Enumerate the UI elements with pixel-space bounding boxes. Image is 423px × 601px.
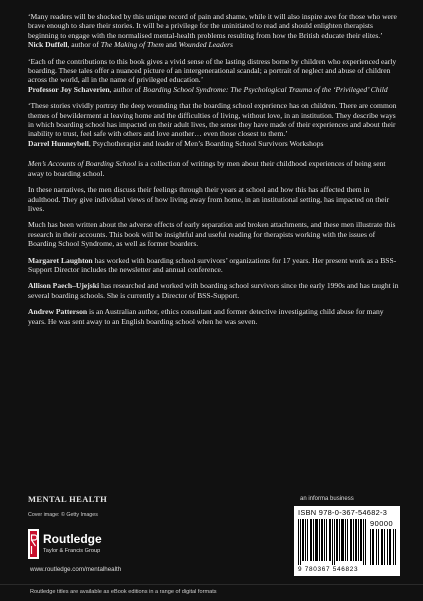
author-name: Margaret Laughton [28,255,93,265]
price-code: 90000 [370,519,394,528]
description-intro-text: is a collection of writings by men about their childhood experiences of being sent away to boarding school. [28,159,386,178]
category-label: MENTAL HEALTH [28,494,108,504]
endorsement-attribution [28,40,400,49]
endorser-name: Professor Joy Schaverien [28,84,110,94]
description-intro [28,159,400,178]
cover-credit: Cover image: © Getty Images [28,512,98,518]
informa-label: an informa business [300,496,354,502]
publisher-url[interactable]: www.routledge.com/mentalhealth [30,566,122,573]
endorser-role: , Psychotherapist and leader of Men’s Boarding School Survivors Workshops [88,138,324,148]
endorser-join: and [163,40,179,50]
footer-bar [0,584,423,601]
book-title: Men’s Accounts of Boarding School [28,159,137,169]
publisher-name: Routledge [43,532,102,546]
ebook-note: Routledge titles are available as eBook editions in a range of digital formats [30,589,217,595]
endorser-role: , author of [67,40,101,50]
endorsement-duffell [28,12,400,50]
author-name: Andrew Patterson [28,307,88,317]
back-cover-text [28,12,400,333]
description-paragraph: In these narratives, the men discuss their feelings through their years at school and how this has affected them in adulthood. They give individual views of how living away from home, in an institutional setting, has impacted on their lives. [28,185,390,213]
endorser-role: , author of [109,84,143,94]
author-bio-text: has researched and worked with boarding school survivors since the early 1990s and has taught in several boarding schools. She is currently a Director of BSS-Support. [28,281,399,300]
author-bio-text: is an Australian author, ethics consultant and former detective investigating child abuse for many years. He was sent away to an English boarding school when he was seven. [28,307,384,326]
endorsement-hunneybell [28,101,400,148]
endorsement-quote: ‘Each of the contributions to this book gives a vivid sense of the lasting distress borne by children who experienced early boarding. These tales offer a nuanced picture of an intergenerational scandal; a portrait of neglect and abuse of children across the world, all in the name of privileged education.’ [28,56,397,85]
endorsement-attribution [28,139,400,148]
author-bio-text: has worked with boarding school survivors’ organizations for 17 years. Her present work as a BSS-Support Director includes the newsletter and annual conference. [28,255,397,274]
endorsement-quote: ‘Many readers will be shocked by this unique record of pain and shame, while it will also inspire awe for those who were brave enough to share their stories. It will be a privilege for the uninitiated to read and should enlighten therapists beginning to engage with the normalised mental-health problems resulting from how the British educate their elites.’ [28,12,397,40]
description-paragraph: Much has been written about the adverse effects of early separation and broken attachments, and these men illustrate this research in their accounts. This book will be insightful and useful reading for therapists working with the issues of Boarding School Syndrome, as well as former boarders. [28,220,396,249]
endorser-name: Nick Duffell [28,40,68,50]
author-bio [28,281,400,300]
isbn-number: ISBN 978-0-367-54682-3 [298,508,388,517]
addon-barcode-icon [370,529,396,565]
endorsement-attribution [28,85,400,94]
author-bio [28,256,400,275]
ean-barcode-icon [298,519,368,565]
author-bio [28,307,400,326]
endorsement-schaverien [28,57,400,95]
publisher-tagline: Taylor & Francis Group [43,548,101,554]
endorser-work: Boarding School Syndrome: The Psychological Trauma of the ‘Privileged’ Child [142,84,388,94]
author-name: Allison Paech–Ujejski [28,281,100,291]
publisher-logo [28,526,148,562]
endorser-work: The Making of Them [100,40,164,50]
endorser-work: Wounded Leaders [178,40,233,50]
isbn-barcode [294,506,400,576]
ean-digits: 9 780367 546823 [298,566,359,573]
endorsement-quote: ‘These stories vividly portray the deep wounding that the boarding school experience has on children. There are common themes of bewilderment at leaving home and the difficulties of living, without love, in an institution. They describe ways in which boarding school has impacted on their adult lives, the sense they have made of their experiences and about their inability to trust, feel safe with others and love another… even those closest to them.’ [28,101,397,139]
endorser-name: Darrel Hunneybell [28,138,89,148]
